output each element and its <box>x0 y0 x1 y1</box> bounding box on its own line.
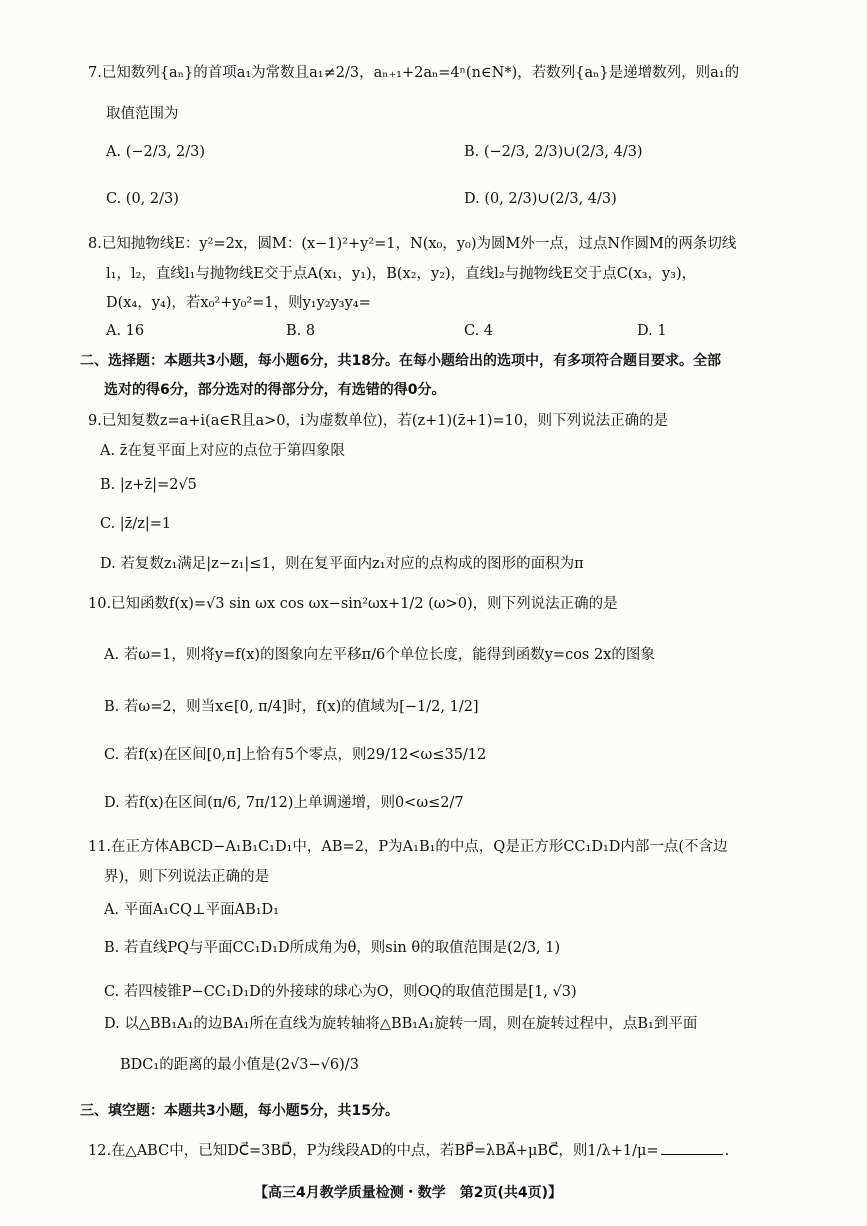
q9-option-a: A. z̄在复平面上对应的点位于第四象限 <box>100 443 345 459</box>
q8-stem-line3: D(x₄，y₄)，若x₀²+y₀²=1，则y₁y₂y₃y₄= <box>106 295 371 311</box>
q10-stem: 10.已知函数f(x)=√3 sin ωx cos ωx−sin²ωx+1/2 (ω>0)，则下列说法正确的是 <box>88 596 618 612</box>
q12-line <box>88 1144 729 1159</box>
q8-option-d: D. 1 <box>637 323 667 339</box>
q9-stem: 9.已知复数z=a+i(a∈R且a>0，i为虚数单位)，若(z+1)(z̄+1)=10，则下列说法正确的是 <box>88 413 669 429</box>
q11-stem-line1: 11.在正方体ABCD−A₁B₁C₁D₁中，AB=2，P为A₁B₁的中点，Q是正方形CC₁D₁D内部一点(不含边 <box>88 839 728 855</box>
q11-option-d-line2: BDC₁的距离的最小值是(2√3−√6)/3 <box>120 1057 359 1073</box>
q8-option-b: B. 8 <box>286 323 316 339</box>
q10-option-a: A. 若ω=1，则将y=f(x)的图象向左平移π/6个单位长度，能得到函数y=cos 2x的图象 <box>104 647 655 663</box>
section2-heading: 二、选择题：本题共3小题，每小题6分，共18分。在每小题给出的选项中，有多项符合题目要求。全部 <box>80 353 721 369</box>
q9-option-c: C. |z̄/z|=1 <box>100 516 172 532</box>
q8-stem-line2: l₁，l₂，直线l₁与抛物线E交于点A(x₁，y₁)，B(x₂，y₂)，直线l₂与抛物线E交于点C(x₃，y₃)， <box>106 266 697 282</box>
q7-stem: 7.已知数列{aₙ}的首项a₁为常数且a₁≠2/3，aₙ₊₁+2aₙ=4ⁿ(n∈N*)，若数列{aₙ}是递增数列，则a₁的 <box>88 65 740 81</box>
q7-option-a: A. (−2/3, 2/3) <box>106 144 206 160</box>
section3-heading: 三、填空题：本题共3小题，每小题5分，共15分。 <box>80 1103 399 1119</box>
q11-option-c: C. 若四棱锥P−CC₁D₁D的外接球的球心为O，则OQ的取值范围是[1, √3) <box>104 984 577 1000</box>
answer-blank <box>661 1154 723 1155</box>
q7-option-d: D. (0, 2/3)∪(2/3, 4/3) <box>464 191 617 207</box>
q10-option-c: C. 若f(x)在区间[0,π]上恰有5个零点，则29/12<ω≤35/12 <box>104 747 487 763</box>
q12-period: . <box>724 1143 730 1159</box>
page-footer: 【高三4月教学质量检测・数学 第2页(共4页)】 <box>254 1185 563 1201</box>
q7-stem-cont: 取值范围为 <box>106 106 179 122</box>
q11-option-d-line1: D. 以△BB₁A₁的边BA₁所在直线为旋转轴将△BB₁A₁旋转一周，则在旋转过程中，点B₁到平面 <box>104 1016 698 1032</box>
q7-option-c: C. (0, 2/3) <box>106 191 179 207</box>
q8-option-a: A. 16 <box>106 323 145 339</box>
q9-option-d: D. 若复数z₁满足|z−z₁|≤1，则在复平面内z₁对应的点构成的图形的面积为π <box>100 556 584 572</box>
q8-option-c: C. 4 <box>464 323 494 339</box>
q12-stem: 12.在△ABC中，已知DC⃗=3BD⃗，P为线段AD的中点，若BP⃗=λBA⃗+μBC⃗，则1/λ+1/μ= <box>88 1143 659 1159</box>
section2-heading-cont: 选对的得6分，部分选对的得部分分，有选错的得0分。 <box>104 382 446 398</box>
q10-option-b: B. 若ω=2，则当x∈[0, π/4]时，f(x)的值域为[−1/2, 1/2] <box>104 699 479 715</box>
q11-stem-line2: 界)，则下列说法正确的是 <box>104 869 270 885</box>
q11-option-a: A. 平面A₁CQ⊥平面AB₁D₁ <box>104 902 279 918</box>
q8-stem-line1: 8.已知抛物线E：y²=2x，圆M：(x−1)²+y²=1，N(x₀，y₀)为圆M外一点，过点N作圆M的两条切线 <box>88 236 737 252</box>
q7-option-b: B. (−2/3, 2/3)∪(2/3, 4/3) <box>464 144 643 160</box>
q9-option-b: B. |z+z̄|=2√5 <box>100 477 197 493</box>
q10-option-d: D. 若f(x)在区间(π/6, 7π/12)上单调递增，则0<ω≤2/7 <box>104 795 464 811</box>
q11-option-b: B. 若直线PQ与平面CC₁D₁D所成角为θ，则sin θ的取值范围是(2/3, 1) <box>104 940 561 956</box>
